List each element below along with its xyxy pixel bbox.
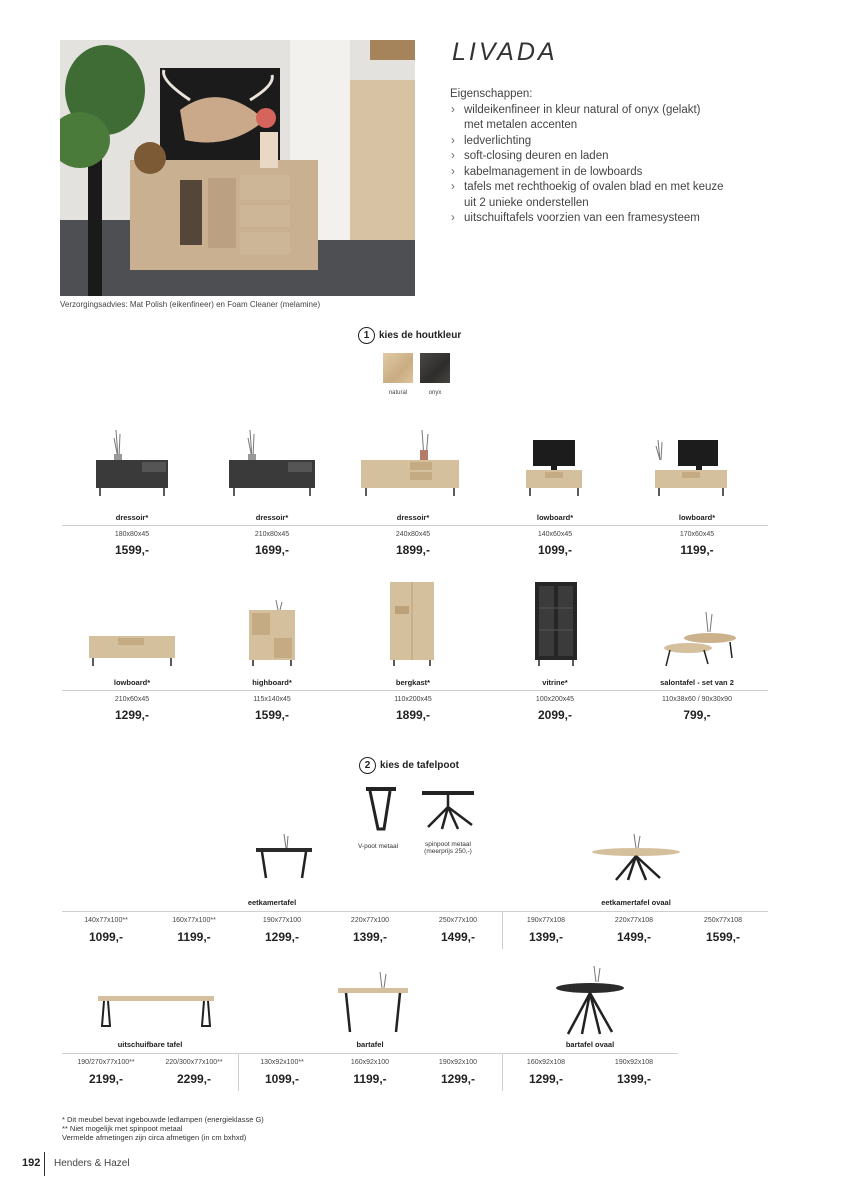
product-price: 1399,-: [616, 1072, 652, 1086]
product-price: 799,-: [683, 708, 711, 722]
divider: [62, 1053, 678, 1054]
product-name: uitschuifbare tafel: [117, 1040, 183, 1049]
step-2-heading: [359, 757, 459, 774]
footnotes: [62, 1115, 264, 1142]
product-name: bartafel: [356, 1040, 384, 1049]
footer-brand: Henders & Hazel: [54, 1158, 130, 1169]
property-item: › wildeikenfineer in kleur natural of onyx (gelakt) met metalen accenten: [450, 103, 780, 134]
product-dimensions: 190/270x77x100**: [77, 1059, 135, 1066]
page-number: 192: [22, 1157, 41, 1169]
product-name: lowboard*: [678, 513, 716, 522]
product-dimensions: 210x60x45: [114, 696, 150, 703]
footnote: Vermelde afmetingen zijn circa afmetigen (in cm bxhxd): [62, 1133, 247, 1142]
product-dimensions: 250x77x108: [703, 917, 743, 924]
lowboard-210-image: [86, 632, 178, 668]
product-price: 1899,-: [395, 708, 431, 722]
leg-label-v: V-poot metaal: [357, 843, 399, 850]
property-item: › uitschuiftafels voorzien van een framesysteem: [450, 211, 780, 227]
product-dimensions: 140x77x100**: [84, 917, 128, 924]
product-price: 1299,-: [114, 708, 150, 722]
product-price: 1599,-: [705, 930, 741, 944]
step-1-heading: [358, 327, 461, 344]
dressoir-210-image: [226, 430, 318, 498]
product-dimensions: 170x60x45: [679, 531, 715, 538]
highboard-image: [246, 600, 298, 668]
product-price: 1699,-: [254, 543, 290, 557]
properties-heading: Eigenschappen:: [450, 88, 533, 100]
color-label-natural: natural: [388, 390, 408, 396]
collection-title: LIVADA: [452, 38, 558, 66]
product-name: vitrine*: [542, 678, 568, 687]
product-price: 1599,-: [254, 708, 290, 722]
color-label-onyx: onyx: [428, 390, 442, 396]
product-price: 2299,-: [176, 1072, 212, 1086]
uitschuiftafel-image: [96, 992, 216, 1034]
bergkast-image: [387, 580, 437, 668]
product-dimensions: 210x80x45: [254, 531, 290, 538]
product-price: 1299,-: [440, 1072, 476, 1086]
product-name: lowboard*: [536, 513, 574, 522]
product-dimensions: 220x77x100: [350, 917, 390, 924]
properties-block: [450, 87, 780, 227]
footnote: * Dit meubel bevat ingebouwde ledlampen (energieklasse G): [62, 1115, 264, 1124]
product-price: 1099,-: [264, 1072, 300, 1086]
product-name: eetkamertafel: [247, 898, 297, 907]
property-item: › ledverlichting: [450, 134, 780, 150]
product-name: highboard*: [252, 678, 292, 687]
product-name: bartafel ovaal: [565, 1040, 615, 1049]
product-dimensions: 110x200x45: [394, 696, 432, 703]
product-dimensions: 100x200x45: [535, 696, 575, 703]
footer-divider: [44, 1152, 45, 1176]
properties-list: [450, 103, 780, 227]
property-item: › soft-closing deuren en laden: [450, 149, 780, 165]
product-name: eetkamertafel ovaal: [601, 898, 671, 907]
product-name: bergkast*: [395, 678, 431, 687]
product-price: 1599,-: [114, 543, 150, 557]
property-item: › tafels met rechthoekig of ovalen blad en met keuze uit 2 unieke onderstellen: [450, 180, 780, 211]
step-label: kies de tafelpoot: [380, 760, 459, 771]
product-dimensions: 160x77x100**: [172, 917, 216, 924]
hero-photo: [60, 40, 415, 296]
care-advice: Verzorgingsadvies: Mat Polish (eikenfineer) en Foam Cleaner (melamine): [60, 300, 321, 309]
step-number: 1: [358, 327, 375, 344]
salontafel-image: [660, 610, 740, 668]
product-dimensions: 110x38x60 / 90x30x90: [662, 696, 732, 703]
leg-label-spider: spinpoot metaal (meerprijs 250,-): [424, 841, 472, 855]
product-dimensions: 160x92x100: [350, 1059, 390, 1066]
dressoir-180-image: [92, 430, 172, 498]
dressoir-240-image: [358, 428, 462, 498]
bartafel-ovaal-image: [554, 964, 626, 1036]
product-dimensions: 220x77x108: [614, 917, 654, 924]
color-swatch-natural[interactable]: [383, 353, 413, 383]
product-price: 2199,-: [88, 1072, 124, 1086]
product-price: 2099,-: [537, 708, 573, 722]
divider: [62, 525, 768, 526]
eetkamertafel-ovaal-image: [590, 832, 682, 882]
product-name: dressoir*: [255, 513, 289, 522]
footnote: ** Niet mogelijk met spinpoot metaal: [62, 1124, 183, 1133]
product-price: 1499,-: [616, 930, 652, 944]
color-swatch-onyx[interactable]: [420, 353, 450, 383]
product-dimensions: 140x60x45: [537, 531, 573, 538]
divider: [62, 690, 768, 691]
product-name: dressoir*: [396, 513, 430, 522]
property-item: › kabelmanagement in de lowboards: [450, 165, 780, 181]
product-dimensions: 220/300x77x100**: [165, 1059, 223, 1066]
product-price: 1199,-: [353, 1072, 387, 1086]
spider-leg-icon[interactable]: [418, 783, 478, 831]
product-price: 1899,-: [395, 543, 431, 557]
product-name: dressoir*: [115, 513, 149, 522]
product-price: 1299,-: [528, 1072, 564, 1086]
product-price: 1099,-: [537, 543, 573, 557]
product-price: 1299,-: [264, 930, 300, 944]
product-dimensions: 180x80x45: [114, 531, 150, 538]
product-price: 1199,-: [177, 930, 211, 944]
product-price: 1099,-: [88, 930, 124, 944]
product-dimensions: 250x77x100: [438, 917, 478, 924]
step-label: kies de houtkleur: [379, 330, 462, 341]
product-name: lowboard*: [113, 678, 151, 687]
product-dimensions: 190x77x108: [526, 917, 566, 924]
product-dimensions: 240x80x45: [395, 531, 431, 538]
divider: [62, 911, 768, 912]
product-price: 1199,-: [680, 543, 714, 557]
product-dimensions: 190x92x100: [438, 1059, 478, 1066]
product-price: 1399,-: [528, 930, 564, 944]
product-dimensions: 160x92x108: [526, 1059, 566, 1066]
product-price: 1499,-: [440, 930, 476, 944]
vitrine-image: [532, 580, 580, 668]
lowboard-170-image: [652, 438, 730, 498]
lowboard-140-image: [523, 438, 585, 498]
product-dimensions: 190x77x100: [262, 917, 302, 924]
product-name: salontafel - set van 2: [660, 678, 734, 687]
product-price: 1399,-: [352, 930, 388, 944]
bartafel-image: [336, 970, 410, 1034]
v-leg-icon[interactable]: [364, 785, 398, 831]
product-dimensions: 190x92x108: [614, 1059, 654, 1066]
product-dimensions: 130x92x100**: [260, 1059, 304, 1066]
eetkamertafel-image: [254, 832, 314, 882]
step-number: 2: [359, 757, 376, 774]
product-dimensions: 115x140x45: [253, 696, 291, 703]
